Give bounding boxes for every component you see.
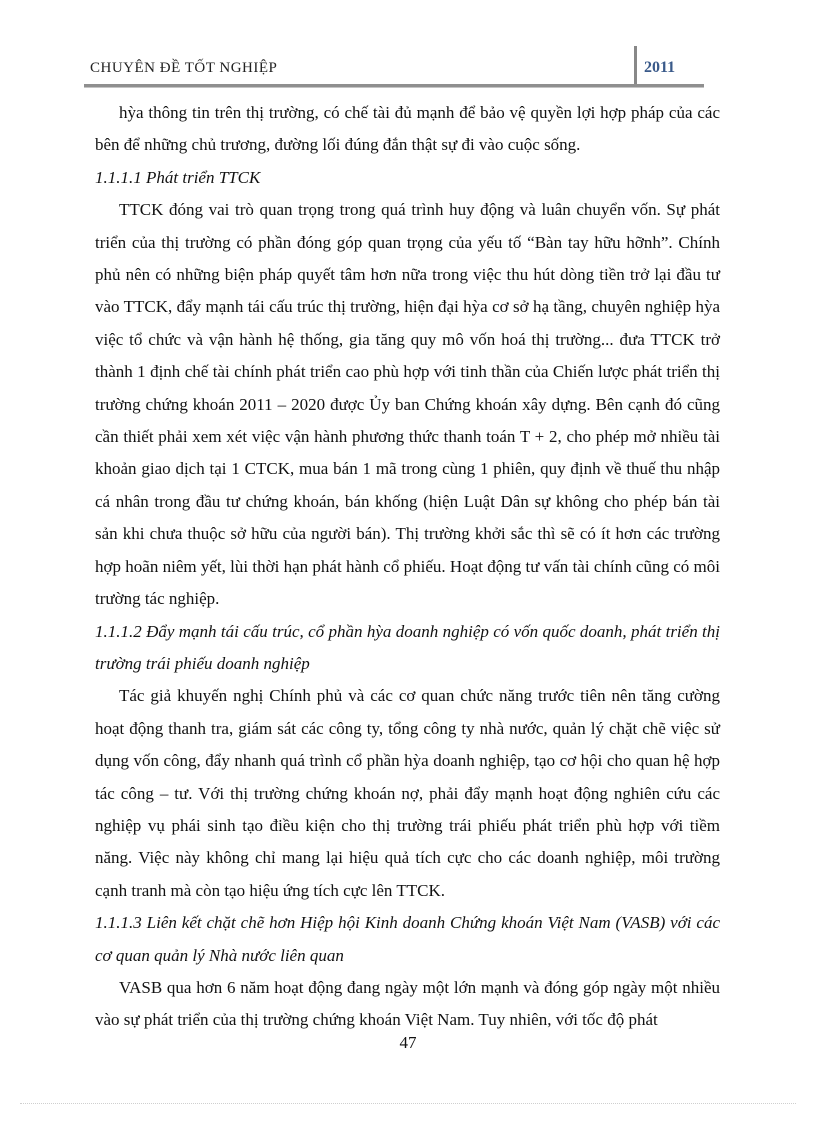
paragraph: hỳa thông tin trên thị trường, có chế tài đủ mạnh để bảo vệ quyền lợi hợp pháp của các bên để những chủ trương, đường lối đúng đắn thật sự đi vào cuộc sống. [95,103,720,155]
page-header [84,46,704,86]
header-rule [84,84,704,87]
section-heading: 1.1.1.2 Đẩy mạnh tái cấu trúc, cổ phần hỳa doanh nghiệp có vốn quốc doanh, phát triển thị trường trái phiếu doanh nghiệp [95,621,720,673]
paragraph: VASB qua hơn 6 năm hoạt động đang ngày một lớn mạnh và đóng góp ngày một nhiều vào sự phát triển của thị trường chứng khoán Việt Nam. Tuy nhiên, với tốc độ phát [95,977,720,1030]
paragraph: Tác giả khuyến nghị Chính phủ và các cơ quan chức năng trước tiên nên tăng cường hoạt động thanh tra, giám sát các công ty, tổng công ty nhà nước, quản lý chặt chẽ việc sử dụng vốn công, đẩy nhanh quá trình cổ phần hỳa doanh nghiệp, tạo cơ hội cho quan hệ hợp tác công – tư. Với thị trường chứng khoán nợ, phải đẩy mạnh hoạt động nghiên cứu các nghiệp vụ phái sinh tạo điều kiện cho thị trường trái phiếu phát triển phù hợp với tiềm năng. Việc này không chỉ mang lại hiệu quả tích cực cho các doanh nghiệp, môi trường cạnh tranh mà còn tạo hiệu ứng tích cực lên TTCK. [95,686,720,900]
page-number: 47 [399,1033,417,1052]
header-title: CHUYÊN ĐỀ TỐT NGHIỆP [90,60,278,76]
paragraph: TTCK đóng vai trò quan trọng trong quá trình huy động và luân chuyển vốn. Sự phát triển của thị trường có phần đóng góp quan trọng của yếu tố “Bàn tay hữu hỡnh”. Chính phủ nên có những biện pháp quyết tâm hơn nữa trong việc thu hút dòng tiền trở lại đầu tư vào TTCK, đẩy mạnh tái cấu trúc thị trường, hiện đại hỳa cơ sở hạ tầng, chuyên nghiệp hỳa việc tổ chức và vận hành hệ thống, gia tăng quy mô vốn hoá thị trường... đưa TTCK trở thành 1 định chế tài chính phát triển cao phù hợp với tinh thần của Chiến lược phát triển thị trường chứng khoán 2011 – 2020 được Ủy ban Chứng khoán xây dựng. Bên cạnh đó cũng cần thiết phải xem xét việc vận hành phương thức thanh toán T + 2, cho phép mở nhiều tài khoản giao dịch tại 1 CTCK, mua bán 1 mã trong cùng 1 phiên, quy định về thuế thu nhập cá nhân trong đầu tư chứng khoán, bán khống (hiện Luật Dân sự không cho phép bán tài sản khi chưa thuộc sở hữu của người bán). Thị trường khởi sắc thì sẽ có ít hơn các trường hợp hoãn niêm yết, lùi thời hạn phát hành cổ phiếu. Hoạt động tư vấn tài chính cũng có môi trường tác nghiệp. [95,200,720,609]
header-year: 2011 [644,59,676,76]
header-separator [634,46,637,86]
body-text [95,97,720,1037]
footer-rule [20,1103,796,1104]
section-heading: 1.1.1.1 Phát triển TTCK [95,167,261,187]
section-heading: 1.1.1.3 Liên kết chặt chẽ hơn Hiệp hội Kinh doanh Chứng khoán Việt Nam (VASB) với các cơ quan quản lý Nhà nước liên quan [95,913,720,965]
